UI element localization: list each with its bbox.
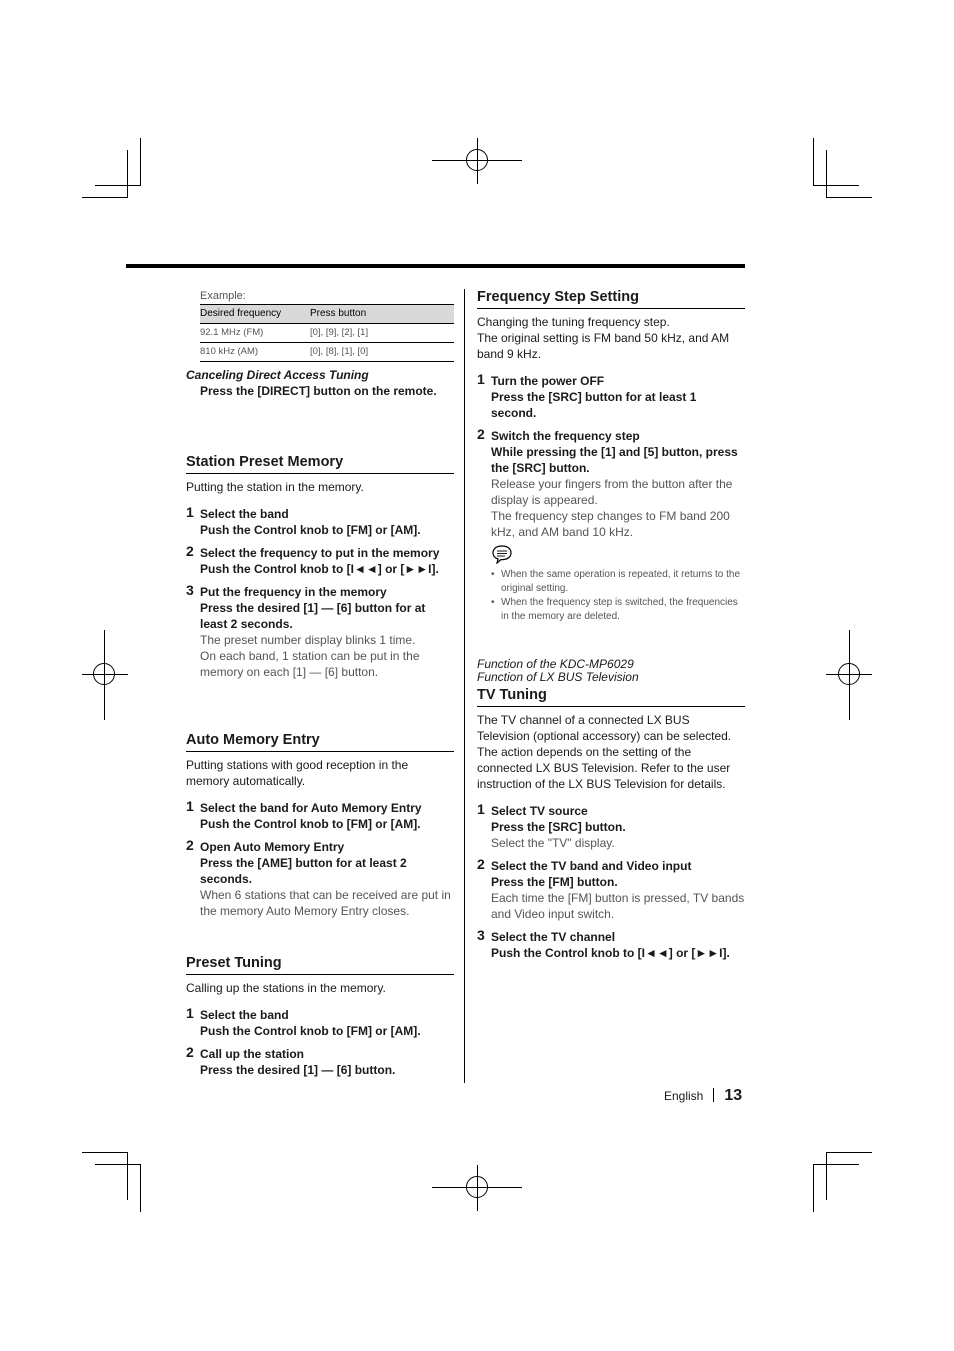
tv-tuning-section <box>477 658 745 961</box>
function-note: Function of LX BUS Television <box>477 670 639 684</box>
page-number: 13 <box>724 1087 743 1104</box>
step-title: Select the TV band and Video input <box>491 859 692 873</box>
example-table <box>200 304 454 362</box>
step-number: 1 <box>186 1005 194 1021</box>
step-title: Select the band <box>200 1008 289 1022</box>
list-item: • When the same operation is repeated, it returns to the original setting. <box>491 568 745 596</box>
step <box>186 1007 454 1039</box>
step <box>186 839 454 919</box>
step-action: Press the [AME] button for at least 2 seconds. <box>200 856 407 886</box>
section-intro: Changing the tuning frequency step. The original setting is FM band 50 kHz, and AM band 9 kHz. <box>477 315 730 361</box>
step-title: Select TV source <box>491 804 588 818</box>
table-row <box>200 324 454 343</box>
step-note: Select the "TV" display. <box>491 836 615 850</box>
station-preset-section <box>186 454 454 680</box>
freq-step-section <box>477 289 745 624</box>
step <box>477 373 745 421</box>
step-number: 2 <box>186 1044 194 1060</box>
section-intro: Putting the station in the memory. <box>186 480 364 494</box>
canceling-block <box>186 367 454 399</box>
step <box>477 803 745 851</box>
step-note: When 6 stations that can be received are put in the memory Auto Memory Entry closes. <box>200 888 451 918</box>
step-number: 2 <box>477 426 485 442</box>
step <box>477 858 745 922</box>
step <box>186 506 454 538</box>
step-note: The preset number display blinks 1 time. On each band, 1 station can be put in the memory on each [1] — [6] button. <box>200 633 420 679</box>
section-heading: Frequency Step Setting <box>477 289 745 309</box>
section-intro: The TV channel of a connected LX BUS Television (optional accessory) can be selected. The action depends on the setting of the connected LX BUS Television. Refer to the user instruction of the LX BUS Television for details. <box>477 713 732 791</box>
table-cell: 810 kHz (AM) <box>200 343 310 362</box>
section-heading: Auto Memory Entry <box>186 732 454 752</box>
step-title: Open Auto Memory Entry <box>200 840 345 854</box>
step-title: Put the frequency in the memory <box>200 585 387 599</box>
note-icon <box>477 544 745 568</box>
step <box>186 584 454 680</box>
table-cell: [0], [8], [1], [0] <box>310 343 454 362</box>
column-divider <box>464 289 465 1083</box>
step-action: Press the desired [1] — [6] button for at least 2 seconds. <box>200 601 426 631</box>
step-number: 1 <box>186 504 194 520</box>
step-number: 3 <box>477 927 485 943</box>
step-note: Each time the [FM] button is pressed, TV bands and Video input switch. <box>491 891 745 921</box>
function-note: Function of the KDC-MP6029 <box>477 657 634 671</box>
step-title: Select the TV channel <box>491 930 616 944</box>
canceling-title: Canceling Direct Access Tuning <box>186 368 369 382</box>
step <box>186 1046 454 1078</box>
step-action: Press the [SRC] button for at least 1 second. <box>491 390 697 420</box>
step-number: 2 <box>477 856 485 872</box>
step-note: Release your fingers from the button after the display is appeared. The frequency step changes to FM band 200 kHz, and AM band 10 kHz. <box>491 477 733 539</box>
section-intro: Calling up the stations in the memory. <box>186 981 386 995</box>
step-title: Select the band <box>200 507 289 521</box>
step-action: Push the Control knob to [FM] or [AM]. <box>200 817 421 831</box>
table-cell: 92.1 MHz (FM) <box>200 324 310 343</box>
step-title: Call up the station <box>200 1047 305 1061</box>
step-action: Press the desired [1] — [6] button. <box>200 1063 396 1077</box>
step-action: Push the Control knob to [I◄◄] or [►►I]. <box>200 562 439 576</box>
table-header-row <box>200 305 454 324</box>
example-block <box>186 288 454 362</box>
step <box>477 929 745 961</box>
step-action: Press the [FM] button. <box>491 875 618 889</box>
auto-memory-section <box>186 732 454 919</box>
step-number: 1 <box>477 801 485 817</box>
list-item: • When the frequency step is switched, the frequencies in the memory are deleted. <box>491 596 745 624</box>
step-number: 1 <box>477 371 485 387</box>
table-header: Press button <box>310 305 454 324</box>
step-number: 3 <box>186 582 194 598</box>
step-action: Push the Control knob to [FM] or [AM]. <box>200 523 421 537</box>
section-heading: Preset Tuning <box>186 955 454 975</box>
step-action: While pressing the [1] and [5] button, press the [SRC] button. <box>491 445 738 475</box>
step-title: Turn the power OFF <box>491 374 605 388</box>
example-label: Example: <box>200 290 246 302</box>
section-heading: TV Tuning <box>477 687 745 707</box>
preset-tuning-section <box>186 955 454 1078</box>
table-cell: [0], [9], [2], [1] <box>310 324 454 343</box>
section-intro: Putting stations with good reception in the memory automatically. <box>186 758 409 788</box>
page-footer <box>664 1087 742 1105</box>
notes-list <box>477 568 745 624</box>
step-action: Push the Control knob to [FM] or [AM]. <box>200 1024 421 1038</box>
step-number: 1 <box>186 798 194 814</box>
table-header: Desired frequency <box>200 305 310 324</box>
canceling-text: Press the [DIRECT] button on the remote. <box>200 384 437 398</box>
step-number: 2 <box>186 837 194 853</box>
table-row <box>200 343 454 362</box>
step <box>186 800 454 832</box>
header-rule <box>126 264 745 268</box>
footer-language: English <box>664 1089 704 1103</box>
step <box>477 428 745 540</box>
section-heading: Station Preset Memory <box>186 454 454 474</box>
step-action: Push the Control knob to [I◄◄] or [►►I]. <box>491 946 730 960</box>
step-title: Switch the frequency step <box>491 429 640 443</box>
step <box>186 545 454 577</box>
step-action: Press the [SRC] button. <box>491 820 626 834</box>
step-number: 2 <box>186 543 194 559</box>
step-title: Select the frequency to put in the memory <box>200 546 440 560</box>
step-title: Select the band for Auto Memory Entry <box>200 801 422 815</box>
footer-separator <box>713 1088 714 1102</box>
